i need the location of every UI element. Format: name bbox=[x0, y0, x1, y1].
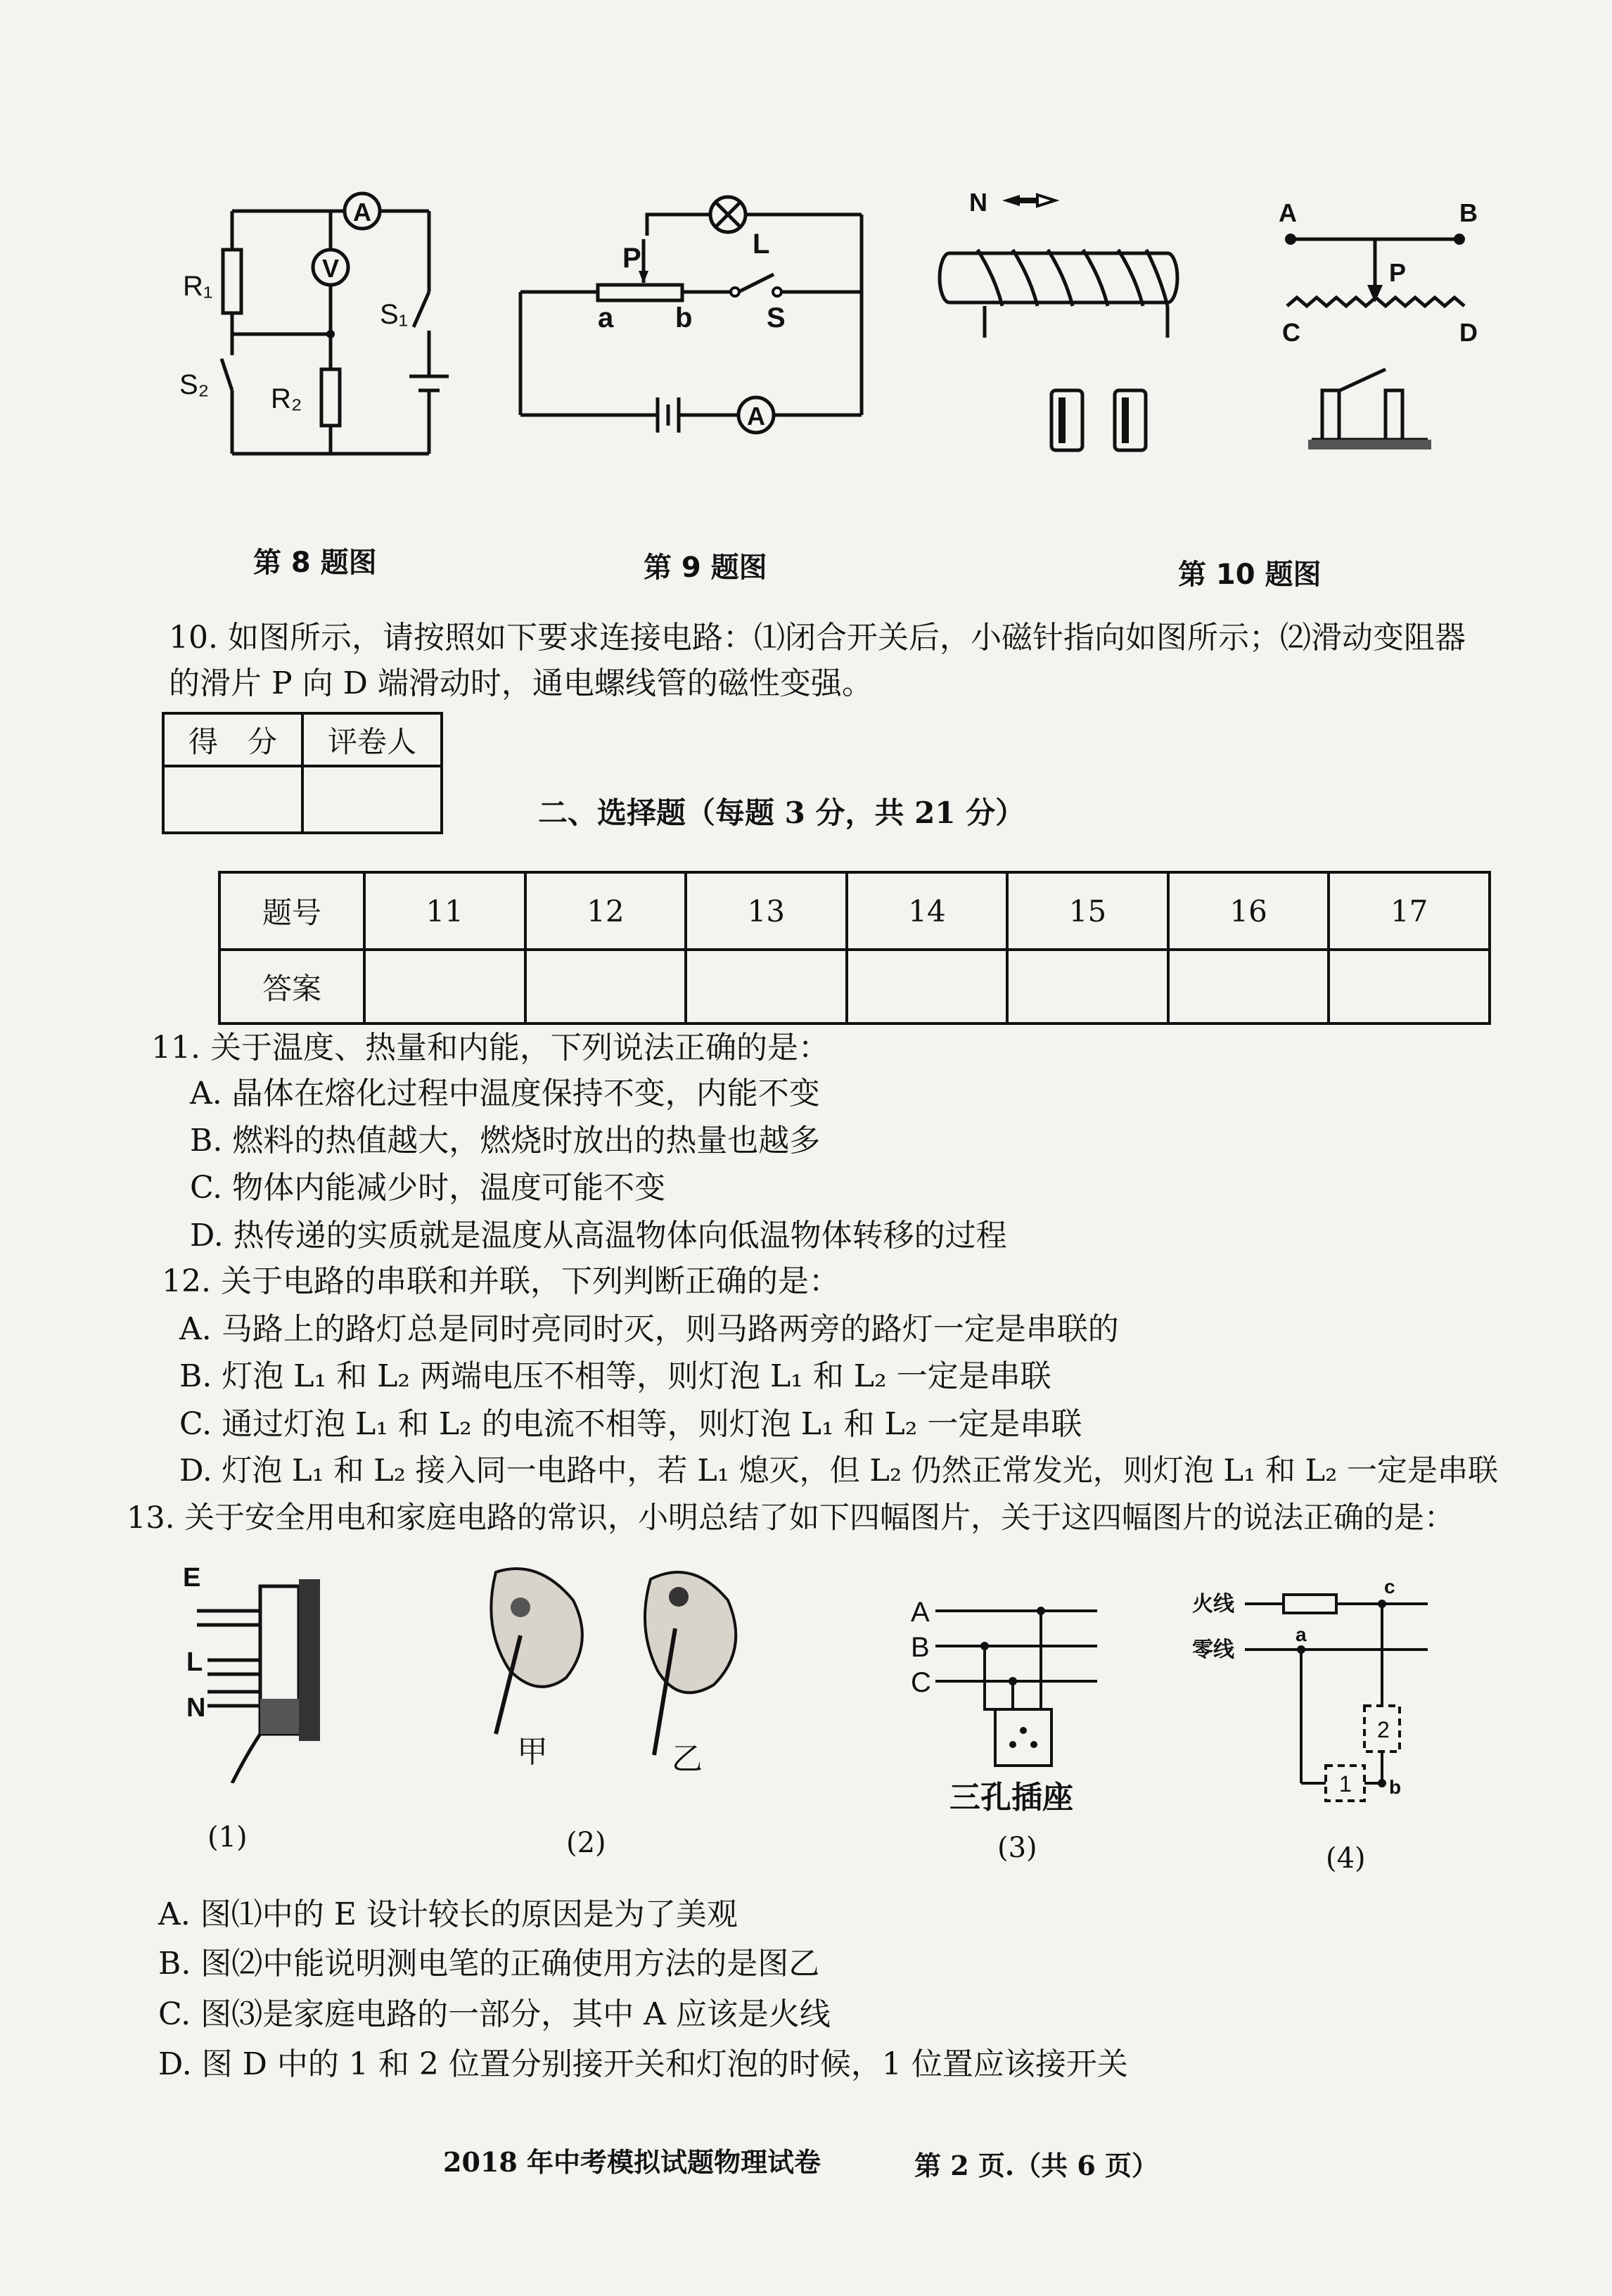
q11-option-c: C. 物体内能减少时，温度可能不变 bbox=[190, 1170, 666, 1206]
plug-l-label: L bbox=[186, 1647, 203, 1677]
score-cell[interactable] bbox=[163, 766, 302, 833]
terminal-c-label: C bbox=[1282, 318, 1300, 347]
question-number: 15 bbox=[1007, 872, 1168, 950]
grader-cell[interactable] bbox=[302, 766, 442, 833]
figure-13-2-test-pen bbox=[468, 1551, 791, 1804]
figure-8-circuit bbox=[162, 179, 457, 475]
answer-cell[interactable] bbox=[364, 950, 525, 1023]
q13-option-c: C. 图⑶是家庭电路的一部分，其中 A 应该是火线 bbox=[158, 1996, 831, 2032]
grader-label: 评卷人 bbox=[302, 713, 442, 766]
r1-label: R₁ bbox=[183, 271, 213, 302]
needle-n-label: N bbox=[969, 188, 987, 217]
q13-option-b: B. 图⑵中能说明测电笔的正确使用方法的是图乙 bbox=[158, 1946, 820, 1982]
answer-cell[interactable] bbox=[1168, 950, 1329, 1023]
q13-option-d: D. 图 D 中的 1 和 2 位置分别接开关和灯泡的时候，1 位置应该接开关 bbox=[158, 2046, 1128, 2082]
q11-option-d: D. 热传递的实质就是温度从高温物体向低温物体转移的过程 bbox=[190, 1218, 1007, 1254]
answer-cell[interactable] bbox=[1007, 950, 1168, 1023]
r2-label: R₂ bbox=[271, 383, 302, 414]
line-b-label: B bbox=[911, 1632, 930, 1663]
yi-label: 乙 bbox=[672, 1742, 703, 1776]
q12-option-a: A. 马路上的路灯总是同时亮同时灭，则马路两旁的路灯一定是串联的 bbox=[179, 1311, 1119, 1347]
box-1-label: 1 bbox=[1339, 1771, 1352, 1797]
terminal-d-label: D bbox=[1459, 318, 1478, 347]
plug-n-label: N bbox=[186, 1693, 206, 1723]
point-c-label: c bbox=[1384, 1576, 1395, 1597]
row-label-answer: 答案 bbox=[219, 950, 364, 1023]
plug-e-label: E bbox=[183, 1563, 201, 1593]
switch-label: S bbox=[767, 302, 786, 333]
q10-line-1: 10. 如图所示，请按照如下要求连接电路：⑴闭合开关后，小磁针指向如图所示；⑵滑动变阻器 bbox=[169, 620, 1466, 656]
q11-stem: 11. 关于温度、热量和内能，下列说法正确的是： bbox=[151, 1030, 829, 1066]
q12-stem: 12. 关于电路的串联和并联，下列判断正确的是： bbox=[162, 1263, 840, 1299]
terminal-b-label: B bbox=[1459, 198, 1478, 227]
figure-13-1-plug bbox=[176, 1558, 338, 1783]
live-wire-label: 火线 bbox=[1192, 1593, 1234, 1616]
answer-cell[interactable] bbox=[686, 950, 847, 1023]
end-a-label: a bbox=[598, 302, 614, 333]
ammeter-label: A bbox=[747, 402, 765, 431]
end-b-label: b bbox=[675, 302, 693, 333]
question-number: 12 bbox=[525, 872, 686, 950]
answer-cell[interactable] bbox=[525, 950, 686, 1023]
box-2-label: 2 bbox=[1377, 1717, 1390, 1742]
point-a-label: a bbox=[1296, 1624, 1307, 1645]
figure-13-2-caption: (2) bbox=[566, 1827, 606, 1859]
figure-13-4-caption: (4) bbox=[1326, 1842, 1366, 1875]
lamp-label: L bbox=[753, 229, 770, 260]
terminal-a-label: A bbox=[1279, 198, 1297, 227]
figure-13-3-caption: (3) bbox=[997, 1832, 1037, 1864]
q12-option-b: B. 灯泡 L₁ 和 L₂ 两端电压不相等，则灯泡 L₁ 和 L₂ 一定是串联 bbox=[179, 1358, 1051, 1394]
figure-9-circuit bbox=[506, 179, 886, 440]
question-number: 11 bbox=[364, 872, 525, 950]
q11-option-a: A. 晶体在熔化过程中温度保持不变，内能不变 bbox=[190, 1076, 820, 1111]
q13-stem: 13. 关于安全用电和家庭电路的常识，小明总结了如下四幅图片，关于这四幅图片的说法正确的是： bbox=[127, 1500, 1455, 1536]
voltmeter-label: V bbox=[321, 254, 340, 283]
q10-line-2: 的滑片 P 向 D 端滑动时，通电螺线管的磁性变强。 bbox=[169, 665, 873, 701]
row-label-number: 题号 bbox=[219, 872, 364, 950]
answer-cell[interactable] bbox=[847, 950, 1008, 1023]
s2-label: S₂ bbox=[179, 369, 210, 400]
terminal-p-label: P bbox=[1389, 258, 1407, 287]
q11-option-b: B. 燃料的热值越大，燃烧时放出的热量也越多 bbox=[190, 1123, 821, 1159]
score-box bbox=[162, 712, 443, 834]
question-number: 17 bbox=[1329, 872, 1490, 950]
figure-13-3-socket bbox=[907, 1586, 1118, 1818]
question-number: 14 bbox=[847, 872, 1008, 950]
neutral-wire-label: 零线 bbox=[1192, 1638, 1234, 1662]
s1-label: S₁ bbox=[380, 299, 409, 330]
figure-13-1-caption: (1) bbox=[207, 1821, 248, 1854]
footer-page: 第 2 页.（共 6 页） bbox=[914, 2150, 1159, 2181]
question-number: 16 bbox=[1168, 872, 1329, 950]
figure-10-solenoid bbox=[935, 179, 1512, 475]
figure-13-4-circuit bbox=[1189, 1572, 1456, 1825]
figure-10-caption: 第 10 题图 bbox=[1178, 559, 1322, 591]
question-number: 13 bbox=[686, 872, 847, 950]
answer-cell[interactable] bbox=[1329, 950, 1490, 1023]
q12-option-d: D. 灯泡 L₁ 和 L₂ 接入同一电路中，若 L₁ 熄灭，但 L₂ 仍然正常发光，则灯泡 L₁ 和 L₂ 一定是串联 bbox=[179, 1453, 1499, 1488]
line-c-label: C bbox=[911, 1667, 931, 1698]
answer-table bbox=[218, 871, 1491, 1025]
footer-title: 2018 年中考模拟试题物理试卷 bbox=[443, 2146, 821, 2178]
socket-label: 三孔插座 bbox=[949, 1780, 1073, 1815]
score-label: 得 分 bbox=[163, 713, 302, 766]
figure-9-caption: 第 9 题图 bbox=[644, 551, 767, 584]
slider-label: P bbox=[622, 243, 641, 274]
q13-option-a: A. 图⑴中的 E 设计较长的原因是为了美观 bbox=[158, 1896, 738, 1932]
jia-label: 甲 bbox=[517, 1735, 548, 1769]
figure-8-caption: 第 8 题图 bbox=[253, 547, 377, 579]
section-2-title: 二、选择题（每题 3 分，共 21 分） bbox=[538, 796, 1025, 830]
line-a-label: A bbox=[911, 1597, 930, 1628]
point-b-label: b bbox=[1389, 1776, 1402, 1798]
q12-option-c: C. 通过灯泡 L₁ 和 L₂ 的电流不相等，则灯泡 L₁ 和 L₂ 一定是串联 bbox=[179, 1406, 1082, 1442]
ammeter-label: A bbox=[353, 198, 371, 227]
